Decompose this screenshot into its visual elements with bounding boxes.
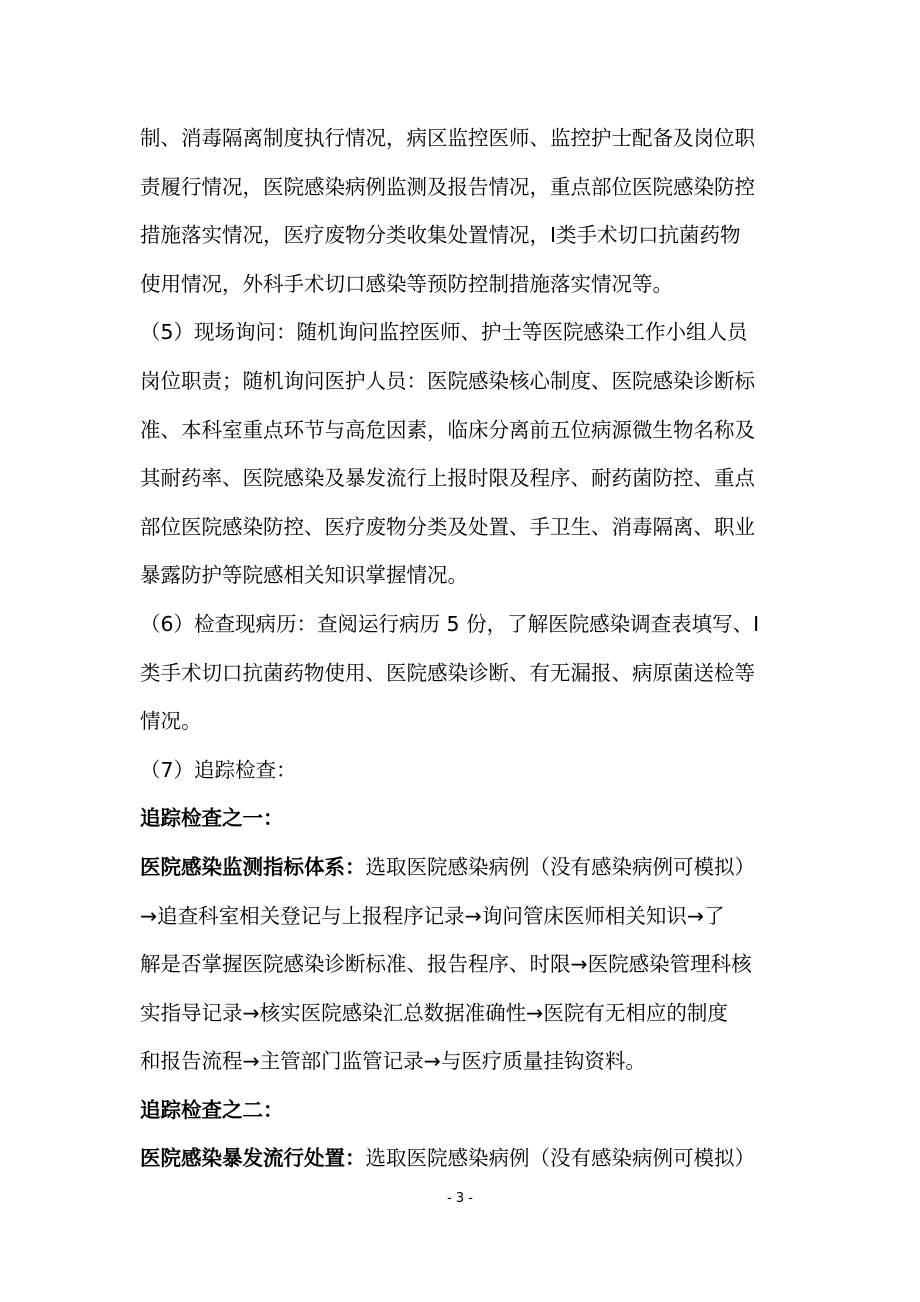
line-text: 准、本科室重点环节与高危因素，临床分离前五位病源微生物名称及 xyxy=(140,417,755,442)
text-line-16 xyxy=(140,843,782,892)
line-text: 岗位职责；随机询问医护人员：医院感染核心制度、医院感染诊断标 xyxy=(140,368,755,393)
line-text: →追查科室相关登记与上报程序记录→询问管床医师相关知识→了 xyxy=(140,903,725,928)
line-text: 情况。 xyxy=(140,709,202,734)
line-text: 责履行情况，医院感染病例监测及报告情况，重点部位医院感染防控 xyxy=(140,174,755,199)
text-line-22 xyxy=(140,1134,782,1183)
text-line-1 xyxy=(140,114,782,163)
text-line-4 xyxy=(140,260,782,309)
text-line-18 xyxy=(140,940,782,989)
text-line-11 xyxy=(140,600,782,649)
text-line-7 xyxy=(140,406,782,455)
text-line-10 xyxy=(140,551,782,600)
text-line-17 xyxy=(140,892,782,941)
text-line-5 xyxy=(140,308,782,357)
line-text: （5）现场询问：随机询问监控医师、护士等医院感染工作小组人员 xyxy=(140,320,748,345)
text-line-12 xyxy=(140,649,782,698)
text-line-3 xyxy=(140,211,782,260)
heading-text: 追踪检查之一： xyxy=(140,806,284,831)
text-line-21 xyxy=(140,1086,782,1135)
text-line-6 xyxy=(140,357,782,406)
text-line-19 xyxy=(140,989,782,1038)
text-line-13 xyxy=(140,697,782,746)
line-text: （6）检查现病历：查阅运行病历 5 份，了解医院感染调查表填写、Ⅰ xyxy=(140,611,760,636)
line-text: 解是否掌握医院感染诊断标准、报告程序、时限→医院感染管理科核 xyxy=(140,952,752,977)
text-line-14 xyxy=(140,746,782,795)
line-text: 使用情况，外科手术切口感染等预防控制措施落实情况等。 xyxy=(140,271,673,296)
page-number: - 3 - xyxy=(447,1191,473,1206)
text-line-9 xyxy=(140,503,782,552)
text-line-2 xyxy=(140,163,782,212)
line-text: 制、消毒隔离制度执行情况，病区监控医师、监控护士配备及岗位职 xyxy=(140,126,755,150)
line-text: 部位医院感染防控、医疗废物分类及处置、手卫生、消毒隔离、职业 xyxy=(140,514,755,539)
line-text: 其耐药率、医院感染及暴发流行上报时限及程序、耐药菌防控、重点 xyxy=(140,466,755,491)
text-line-8 xyxy=(140,454,782,503)
line-text: 暴露防护等院感相关知识掌握情况。 xyxy=(140,563,468,588)
heading-text: 医院感染暴发流行处置： xyxy=(140,1146,366,1171)
line-text: 措施落实情况，医疗废物分类收集处置情况，Ⅰ类手术切口抗菌药物 xyxy=(140,223,741,248)
line-text: 选取医院感染病例（没有感染病例可模拟） xyxy=(365,1146,755,1171)
line-text: 实指导记录→核实医院感染汇总数据准确性→医院有无相应的制度 xyxy=(140,1000,728,1025)
line-text: 类手术切口抗菌药物使用、医院感染诊断、有无漏报、病原菌送检等 xyxy=(140,660,755,685)
heading-text: 追踪检查之二： xyxy=(140,1097,284,1122)
line-text: （7）追踪检查： xyxy=(140,757,297,782)
document-body xyxy=(140,114,782,1183)
line-text: 选取医院感染病例（没有感染病例可模拟） xyxy=(365,854,755,879)
text-line-15 xyxy=(140,794,782,843)
heading-text: 医院感染监测指标体系： xyxy=(140,854,366,879)
text-line-20 xyxy=(140,1037,782,1086)
line-text: 和报告流程→主管部门监管记录→与医疗质量挂钩资料。 xyxy=(140,1049,646,1074)
